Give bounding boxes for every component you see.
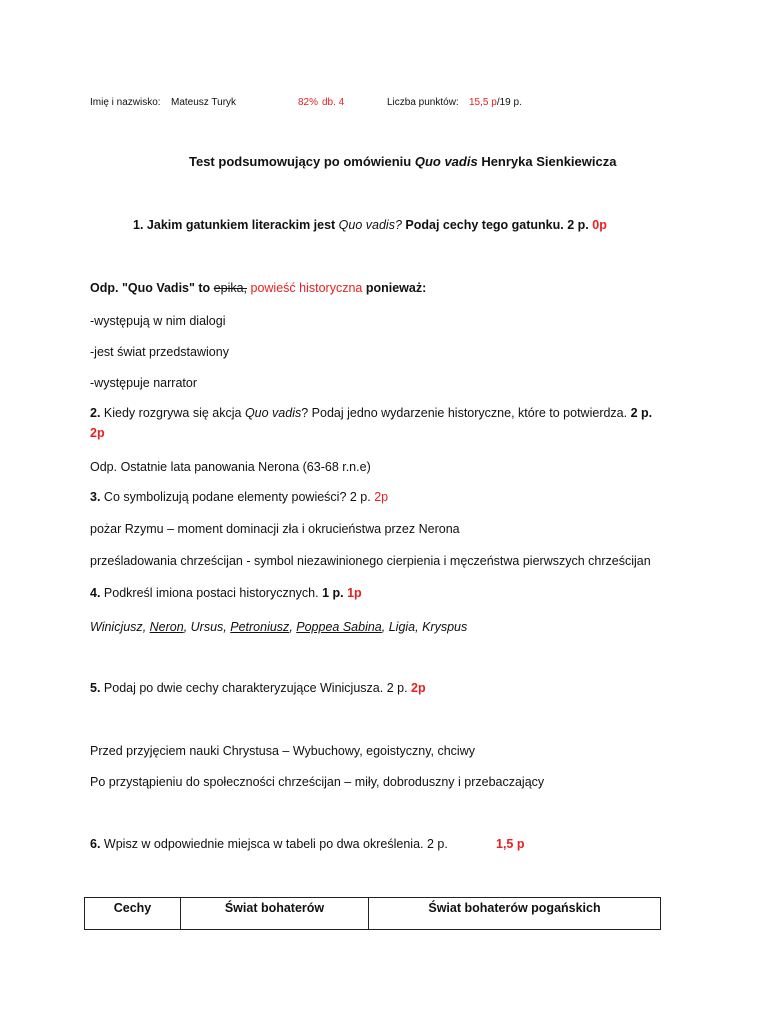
question-3 (90, 489, 388, 505)
character-name: Neron (149, 620, 184, 634)
q3-score: 2p (370, 490, 389, 504)
q5-number: 5. (90, 681, 101, 695)
character-name: Winicjusz (90, 620, 143, 634)
table-header-cell: Świat bohaterów (181, 898, 369, 930)
header-points-total: /19 p. (496, 97, 522, 108)
header-grade: db. 4 (322, 97, 345, 108)
q2-answer: Odp. Ostatnie lata panowania Nerona (63-68 r.n.e) (90, 460, 371, 474)
q4-names: Winicjusz, Neron, Ursus, Petroniusz, Poppea Sabina, Ligia, Kryspus (90, 620, 468, 634)
q1-answer-correction: powieść historyczna (247, 281, 363, 295)
header-points (469, 95, 522, 111)
q3-number: 3. (90, 490, 101, 504)
question-5 (90, 680, 426, 696)
title-suffix: Henryka Sienkiewicza (477, 154, 617, 169)
q5-points: 2 p. (383, 681, 408, 695)
q6-number: 6. (90, 837, 101, 851)
header-percent: 82% (298, 97, 319, 108)
q1-points: 2 p. (563, 218, 589, 232)
q1-bullet: -występują w nim dialogi (90, 314, 226, 328)
q5-answer-2: Po przystąpieniu do społeczności chrześcijan – miły, dobroduszny i przebaczający (90, 775, 545, 789)
page-title (189, 154, 616, 170)
header-points-scored: 15,5 p (469, 97, 497, 108)
character-name: Petroniusz (230, 620, 290, 634)
q2-work: Quo vadis (244, 406, 302, 420)
q5-text: Podaj po dwie cechy charakteryzujące Winicjusza. (100, 681, 384, 695)
question-1 (133, 217, 607, 233)
q2-text-a: Kiedy rozgrywa się akcja (100, 406, 245, 420)
q3-text: Co symbolizują podane elementy powieści? (100, 490, 347, 504)
header-name-label: Imię i nazwisko: (90, 97, 161, 108)
q1-answer-struck: epika, (213, 281, 248, 295)
table-header-cell: Cechy (85, 898, 181, 930)
character-name: Ligia (388, 620, 416, 634)
features-table (84, 897, 661, 930)
question-6 (90, 836, 448, 852)
q2-score: 2p (90, 426, 105, 440)
q1-score: 0p (588, 218, 607, 232)
q4-number: 4. (90, 586, 101, 600)
q1-answer-prefix: Odp. "Quo Vadis" to (90, 281, 214, 295)
q1-text-a: Jakim gatunkiem literackim jest (143, 218, 339, 232)
q2-text-b: ? Podaj jedno wydarzenie historyczne, które to potwierdza. (301, 406, 628, 420)
q1-number: 1. (133, 218, 144, 232)
q1-text-b: Podaj cechy tego gatunku. (401, 218, 564, 232)
q2-number: 2. (90, 406, 101, 420)
q1-answer-suffix: ponieważ: (362, 281, 427, 295)
header-points-label: Liczba punktów: (387, 97, 459, 108)
q4-score: 1p (343, 586, 362, 600)
q3-points: 2 p. (346, 490, 371, 504)
q3-answer-2: prześladowania chrześcijan - symbol niezawinionego cierpienia i męczeństwa pierwszych chrześcijan (90, 554, 651, 568)
question-2 (90, 405, 652, 421)
title-prefix: Test podsumowujący po omówieniu (189, 154, 415, 169)
character-name: Poppea Sabina (296, 620, 382, 634)
q2-points: 2 p. (627, 406, 653, 420)
q1-work: Quo vadis? (338, 218, 402, 232)
q1-bullet: -jest świat przedstawiony (90, 345, 229, 359)
q3-answer-1: pożar Rzymu – moment dominacji zła i okrucieństwa przez Nerona (90, 522, 460, 536)
q5-score: 2p (407, 681, 426, 695)
table-row (85, 898, 661, 930)
title-work: Quo vadis (414, 154, 478, 169)
q6-text: Wpisz w odpowiednie miejsca w tabeli po dwa określenia. (100, 837, 424, 851)
table-header-cell: Świat bohaterów pogańskich (369, 898, 661, 930)
question-4 (90, 585, 362, 601)
q5-answer-1: Przed przyjęciem nauki Chrystusa – Wybuchowy, egoistyczny, chciwy (90, 744, 475, 758)
q6-score: 1,5 p (496, 837, 525, 851)
q1-bullet: -występuje narrator (90, 376, 197, 390)
q1-answer (90, 280, 426, 296)
q6-points: 2 p. (423, 837, 448, 851)
character-name: Kryspus (422, 620, 468, 634)
q4-text: Podkreśl imiona postaci historycznych. (100, 586, 319, 600)
q4-points: 1 p. (318, 586, 344, 600)
header-name-value: Mateusz Turyk (171, 97, 237, 108)
character-name: Ursus (190, 620, 224, 634)
